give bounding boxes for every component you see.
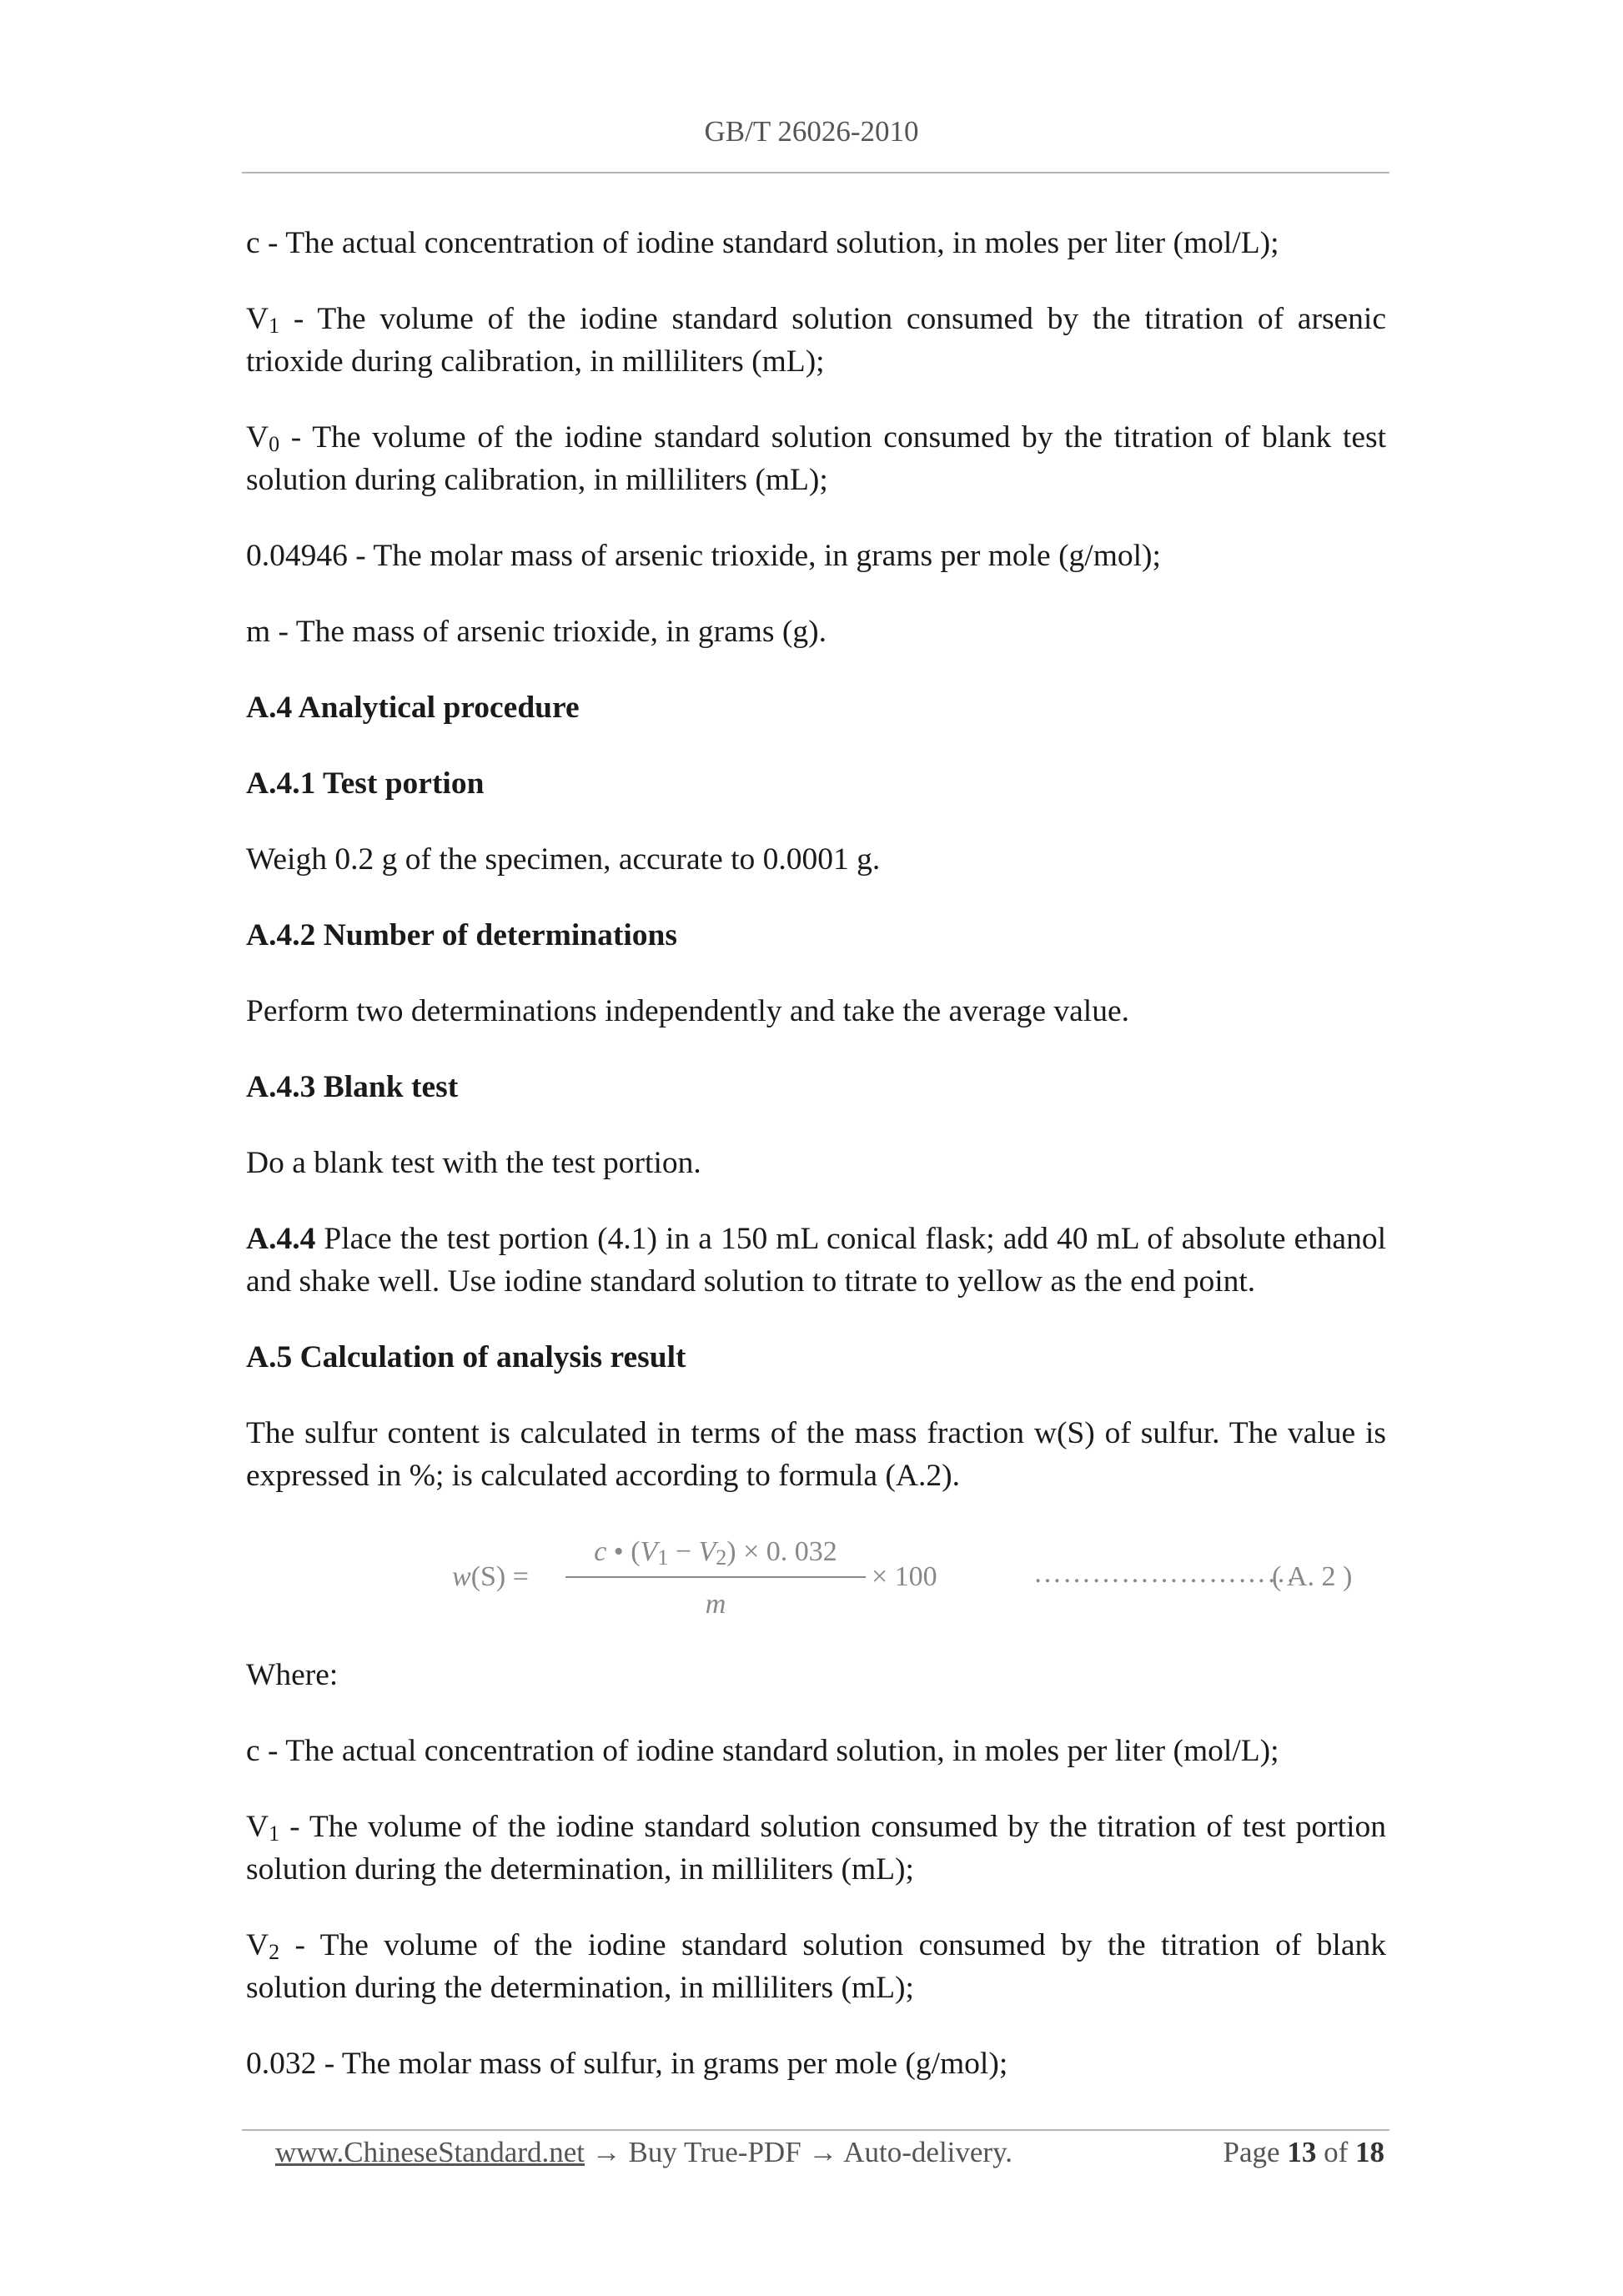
formula-lhs: w(S) = <box>452 1561 529 1592</box>
definition-c: c - The actual concentration of iodine standard solution, in moles per liter (mol/L); <box>246 226 1279 260</box>
formula-a2 <box>246 1530 1386 1620</box>
section-text-a43: Do a blank test with the test portion. <box>246 1146 701 1180</box>
formula-numerator: c • $(V_1 - V_2) \times 0$. 032 <box>565 1530 866 1578</box>
header-rule <box>242 172 1389 173</box>
formula-number: ( A. 2 ) <box>1272 1561 1353 1592</box>
definition2-v2: $V_2$ - The volume of the iodine standard solution consumed by the titration of blank solution during the determination, in milliliters (mL); <box>246 1928 1386 2005</box>
footer-promo: www.ChineseStandard.net → Buy True-PDF → Auto-delivery. <box>275 2136 1013 2168</box>
section-text-a42: Perform two determinations independently and take the average value. <box>246 994 1129 1028</box>
formula-rhs: × 100 <box>872 1561 937 1592</box>
section-heading-a4: A.4 Analytical procedure <box>246 691 580 725</box>
page-number: Page 13 of 18 <box>1223 2136 1384 2168</box>
arrow-icon: → <box>801 2136 844 2168</box>
definition2-v1: $V_1$ - The volume of the iodine standard solution consumed by the titration of test portion solution during the determination, in milliliters (mL); <box>246 1810 1386 1887</box>
arrow-icon: → <box>585 2136 629 2168</box>
formula-denominator: m <box>705 1589 726 1620</box>
definition2-c: c - The actual concentration of iodine standard solution, in moles per liter (mol/L); <box>246 1734 1279 1768</box>
where-label: Where: <box>246 1658 339 1692</box>
document-id-header: GB/T 26026-2010 <box>704 115 919 148</box>
definition2-molar-mass-sulfur: 0.032 - The molar mass of sulfur, in grams per mole (g/mol); <box>246 2047 1008 2081</box>
page-body <box>246 222 1386 2118</box>
footer-rule <box>242 2129 1389 2131</box>
site-link[interactable]: www.ChineseStandard.net <box>275 2136 585 2168</box>
section-heading-a5: A.5 Calculation of analysis result <box>246 1340 686 1374</box>
formula-fraction <box>565 1530 866 1625</box>
section-heading-a43: A.4.3 Blank test <box>246 1070 459 1104</box>
section-heading-a42: A.4.2 Number of determinations <box>246 918 677 952</box>
section-text-a41: Weigh 0.2 g of the specimen, accurate to 0.0001 g. <box>246 842 881 877</box>
definition-m: m - The mass of arsenic trioxide, in grams (g). <box>246 615 827 649</box>
section-text-a5: The sulfur content is calculated in terms of the mass fraction w(S) of sulfur. The value is expressed in %; is calculated according to formula (A.2). <box>246 1416 1386 1493</box>
definition-v0: $V_0$ - The volume of the iodine standard solution consumed by the titration of blank test solution during calibration, in milliliters (mL); <box>246 420 1386 497</box>
section-a44: A.4.4 Place the test portion (4.1) in a 150 mL conical flask; add 40 mL of absolute ethanol and shake well. Use iodine standard solution to titrate to yellow as the end point. <box>246 1222 1386 1299</box>
definition-molar-mass-as2o3: 0.04946 - The molar mass of arsenic trioxide, in grams per mole (g/mol); <box>246 539 1161 573</box>
section-heading-a41: A.4.1 Test portion <box>246 766 485 801</box>
definition-v1: $V_1$ - The volume of the iodine standard solution consumed by the titration of arsenic trioxide during calibration, in milliliters (mL); <box>246 302 1386 379</box>
formula-leader-dots: ……………………… <box>1033 1558 1296 1589</box>
section-label-a44: A.4.4 <box>246 1222 316 1256</box>
